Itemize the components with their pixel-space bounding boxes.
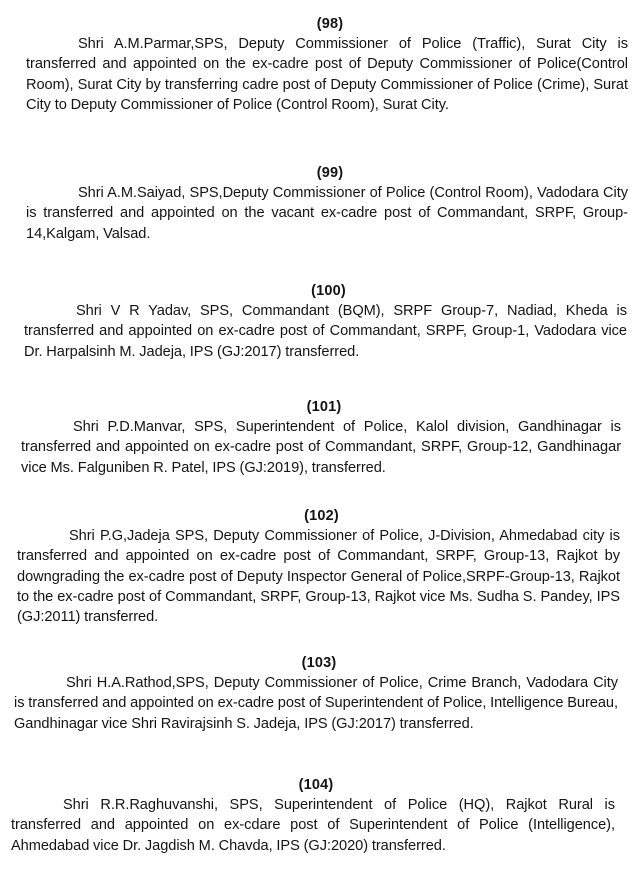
order-text: Shri A.M.Parmar,SPS, Deputy Commissioner of Police (Traffic), Surat City is transferred and appointed on the ex-cadre post of Deputy Commissioner of Police(Control Room), Surat City by transferring cadre post of Deputy Commissioner of Police (Crime), Surat City to Deputy Commissioner of Police (Control Room), Surat City. — [26, 36, 628, 113]
order-number: (100) — [311, 283, 346, 299]
order-98 — [26, 15, 628, 115]
order-text: Shri R.R.Raghuvanshi, SPS, Superintendent of Police (HQ), Rajkot Rural is transferred and appointed on ex-cdare post of Superintendent of Police (Intelligence), Ahmedabad vice Dr. Jagdish M. Chavda, IPS (GJ:2020) transferred. — [11, 797, 615, 854]
order-102 — [17, 507, 620, 627]
order-number: (101) — [306, 399, 342, 415]
order-text: Shri P.G,Jadeja SPS, Deputy Commissioner of Police, J-Division, Ahmedabad city is transferred and appointed on ex-cadre post of Commandant, SRPF, Group-13, Rajkot by downgrading the ex-cadre post of Deputy Inspector General of Police,SRPF-Group-13, Rajkot to the ex-cadre post of Commandant, SRPF, Group-13, Rajkot vice Ms. Sudha S. Pandey, IPS (GJ:2011) transferred. — [17, 528, 620, 626]
order-103 — [14, 654, 618, 734]
order-number: (99) — [316, 165, 344, 181]
order-text: Shri P.D.Manvar, SPS, Superintendent of Police, Kalol division, Gandhinagar is transferred and appointed on ex-cadre post of Commandant, SRPF, Group-12, Gandhinagar vice Ms. Falguniben R. Patel, IPS (GJ:2019), transferred. — [21, 419, 621, 476]
order-number: (102) — [304, 508, 339, 524]
order-number: (98) — [316, 16, 344, 32]
order-text: Shri H.A.Rathod,SPS, Deputy Commissioner of Police, Crime Branch, Vadodara City is transferred and appointed on ex-cadre post of Superintendent of Police, Intelligence Bureau, Gandhinagar vice Shri Ravirajsinh S. Jadeja, IPS (GJ:2017) transferred. — [14, 675, 618, 732]
order-104 — [11, 776, 615, 856]
order-number: (103) — [301, 655, 337, 671]
order-100 — [24, 282, 627, 362]
order-text: Shri V R Yadav, SPS, Commandant (BQM), SRPF Group-7, Nadiad, Kheda is transferred and appointed on ex-cadre post of Commandant, SRPF, Group-1, Vadodara vice Dr. Harpalsinh M. Jadeja, IPS (GJ:2017) transferred. — [24, 303, 627, 360]
order-101 — [21, 398, 621, 478]
order-number: (104) — [298, 777, 334, 793]
order-text: Shri A.M.Saiyad, SPS,Deputy Commissioner of Police (Control Room), Vadodara City is transferred and appointed on the vacant ex-cadre post of Commandant, SRPF, Group-14,Kalgam, Valsad. — [26, 185, 628, 242]
order-99 — [26, 164, 628, 244]
